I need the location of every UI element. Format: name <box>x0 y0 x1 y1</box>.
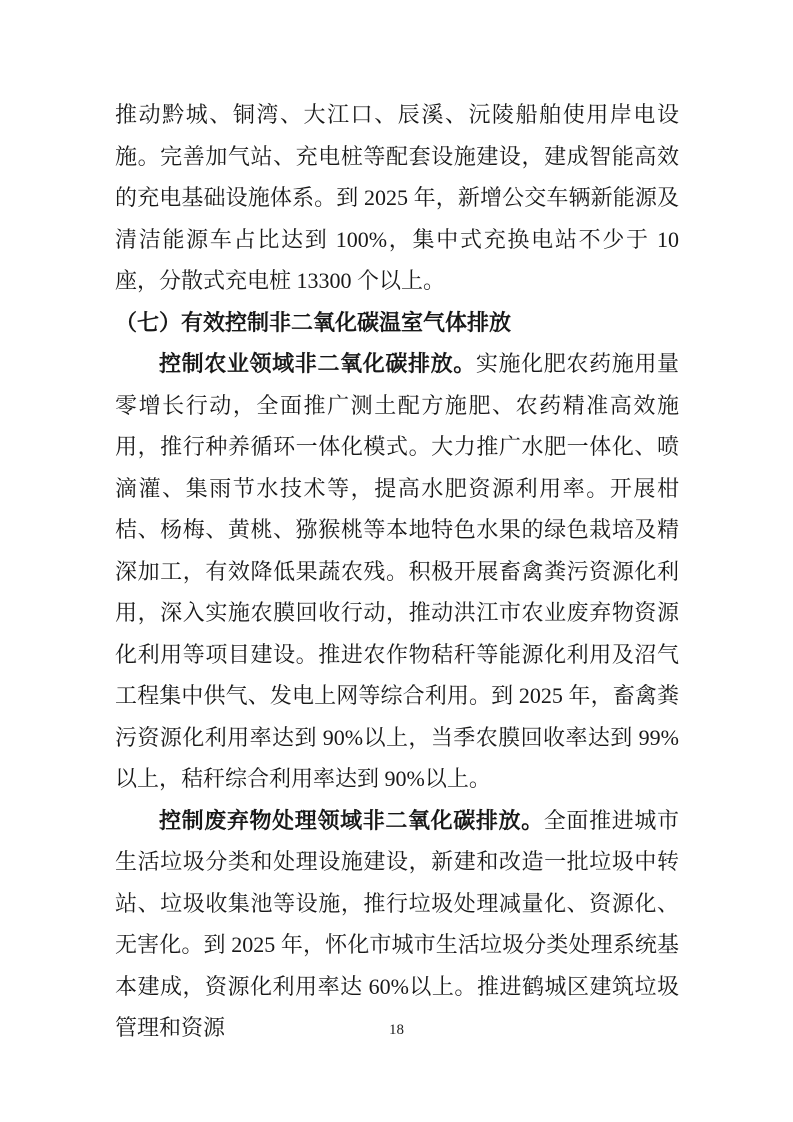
paragraph-agriculture <box>115 343 679 800</box>
paragraph-lead: 控制农业领域非二氧化碳排放。 <box>159 351 476 376</box>
paragraph-text: 全面推进城市生活垃圾分类和处理设施建设，新建和改造一批垃圾中转站、垃圾收集池等设施，推行垃圾处理减量化、资源化、无害化。到 2025 年，怀化市城市生活垃圾分类处理系统基本建成，资源化利用率达 60%以上。推进鹤城区建筑垃圾管理和资源 <box>115 807 679 1040</box>
section-heading: （七）有效控制非二氧化碳温室气体排放 <box>115 309 512 335</box>
paragraph-waste <box>115 800 679 1049</box>
paragraph-lead: 控制废弃物处理领域非二氧化碳排放。 <box>159 807 544 833</box>
page-number: 18 <box>389 1022 404 1038</box>
paragraph-text: 推动黔城、铜湾、大江口、辰溪、沅陵船舶使用岸电设施。完善加气站、充电桩等配套设施建设，建成智能高效的充电基础设施体系。到 2025 年，新增公交车辆新能源及清洁能源车占比达到 100%，集中式充换电站不少于 10 座，分散式充电桩 13300 个以上。 <box>115 102 679 293</box>
paragraph-text: 实施化肥农药施用量零增长行动，全面推广测土配方施肥、农药精准高效施用，推行种养循环一体化模式。大力推广水肥一体化、喷滴灌、集雨节水技术等，提高水肥资源利用率。开展柑桔、杨梅、黄桃、猕猴桃等本地特色水果的绿色栽培及精深加工，有效降低果蔬农残。积极开展畜禽粪污资源化利用，深入实施农膜回收行动，推动洪江市农业废弃物资源化利用等项目建设。推进农作物秸秆等能源化利用及沼气工程集中供气、发电上网等综合利用。到 2025 年，畜禽粪污资源化利用率达到 90%以上，当季农膜回收率达到 99%以上，秸秆综合利用率达到 90%以上。 <box>115 351 679 791</box>
paragraph-continuation <box>115 94 679 302</box>
page-content <box>115 94 679 1049</box>
